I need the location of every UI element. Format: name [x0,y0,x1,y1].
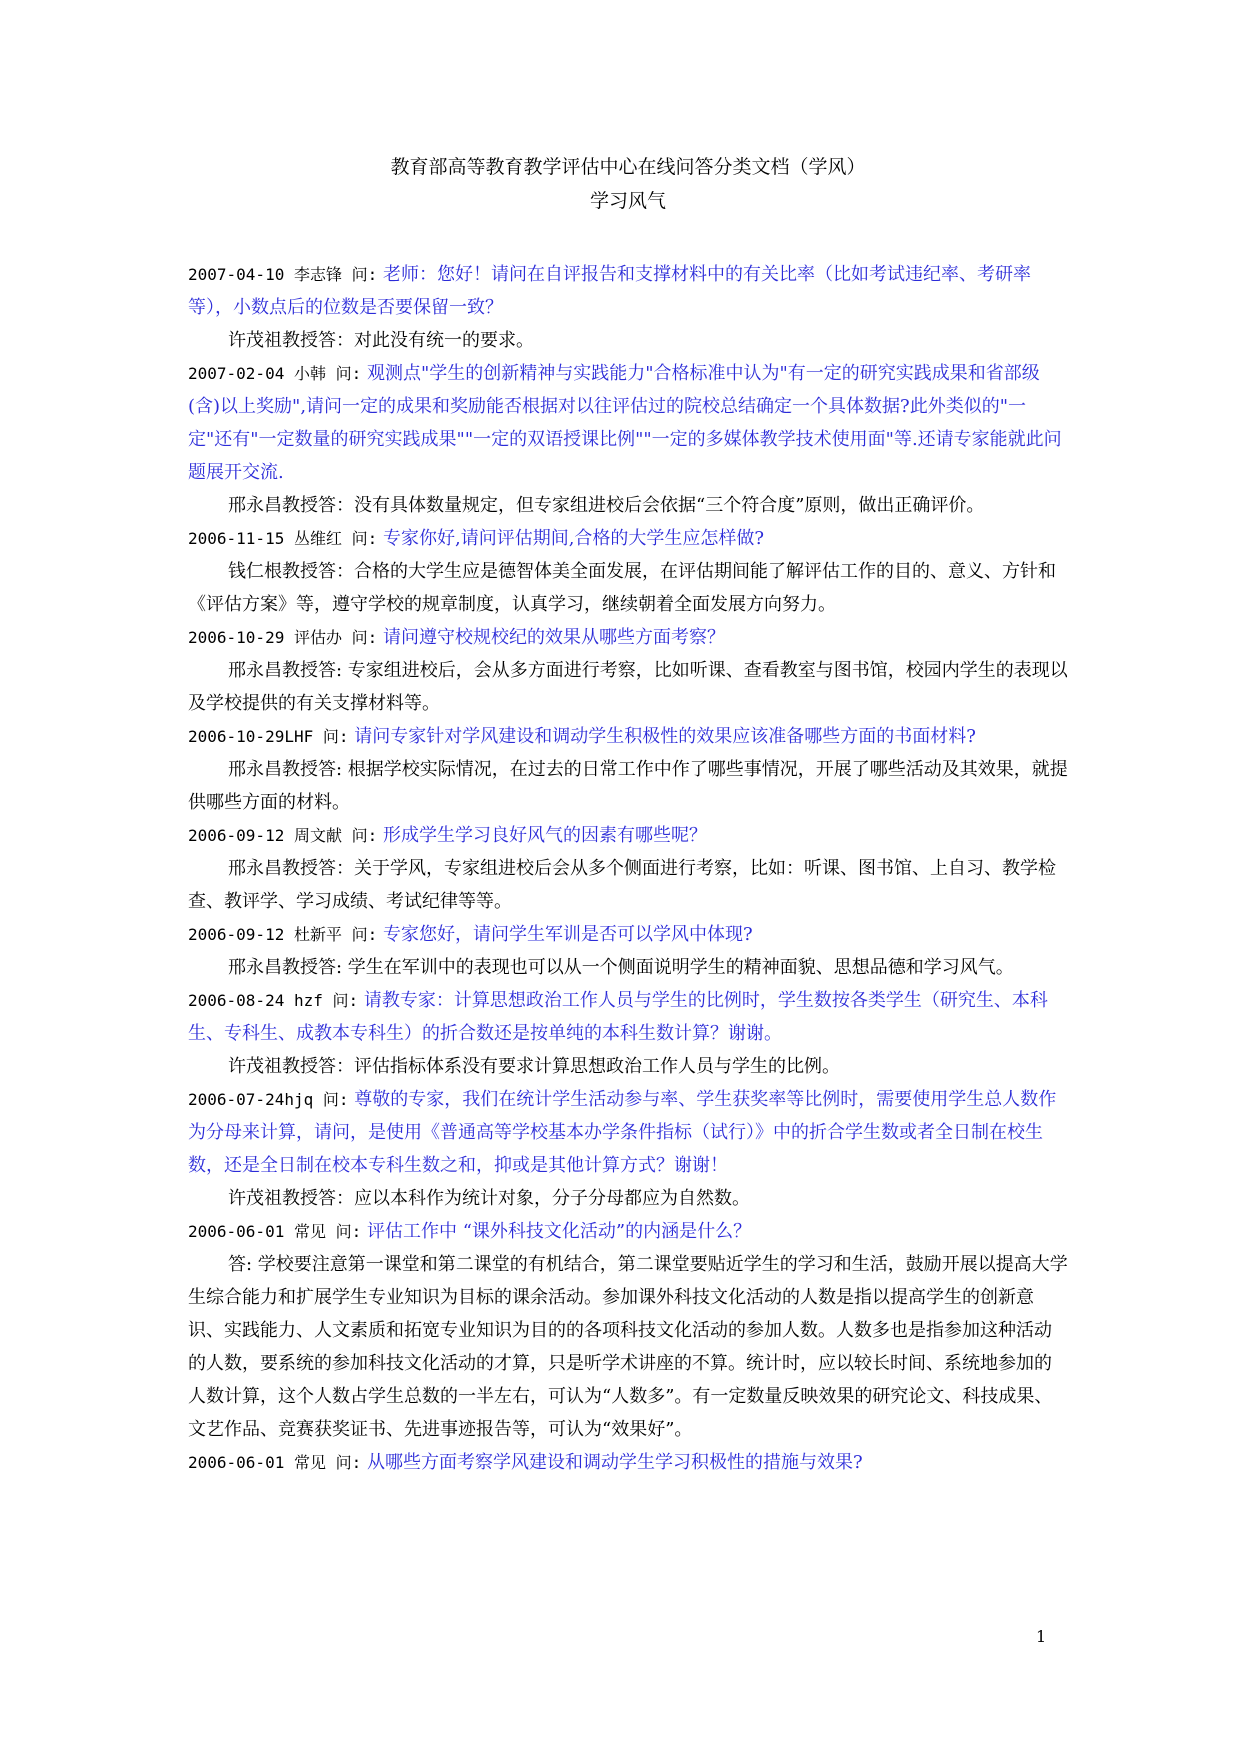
qa-entry [188,918,1068,984]
qa-entry [188,1083,1068,1215]
question-text: 形成学生学习良好风气的因素有哪些呢？ [382,825,707,846]
qa-entry [188,720,1068,819]
qa-list [188,258,1068,1479]
question-line [188,621,1068,654]
question-text: 请问专家针对学风建设和调动学生积极性的效果应该准备哪些方面的书面材料? [354,726,976,747]
question-line [188,258,1068,324]
question-line [188,918,1068,951]
question-meta: 2006-09-12 杜新平 问: [188,925,378,944]
question-line [188,1446,1068,1479]
question-line [188,357,1068,489]
question-meta: 2006-06-01 常见 问: [188,1222,362,1241]
answer-text: 邢永昌教授答：关于学风，专家组进校后会从多个侧面进行考察，比如：听课、图书馆、上自习、教学检查、教评学、学习成绩、考试纪律等等。 [188,858,1056,912]
question-text: 老师：您好！请问在自评报告和支撑材料中的有关比率（比如考试违纪率、考研率等），小数点后的位数是否要保留一致？ [188,264,1031,318]
page-number: 1 [1036,1627,1047,1646]
question-meta: 2006-11-15 丛维红 问: [188,529,378,548]
document-page [188,150,1068,1479]
question-text: 请教专家：计算思想政治工作人员与学生的比例时，学生数按各类学生（研究生、本科生、专科生、成教本专科生）的折合数还是按单纯的本科生数计算？谢谢。 [188,990,1048,1044]
qa-entry [188,819,1068,918]
answer-text: 钱仁根教授答：合格的大学生应是德智体美全面发展，在评估期间能了解评估工作的目的、意义、方针和《评估方案》等，遵守学校的规章制度，认真学习，继续朝着全面发展方向努力。 [188,561,1056,615]
qa-entry [188,621,1068,720]
qa-entry [188,357,1068,522]
answer-text: 答: 学校要注意第一课堂和第二课堂的有机结合，第二课堂要贴近学生的学习和生活，鼓励开展以提高大学生综合能力和扩展学生专业知识为目标的课余活动。参加课外科技文化活动的人数是指以提高学生的创新意识、实践能力、人文素质和拓宽专业知识为目的的各项科技文化活动的参加人数。人数多也是指参加这种活动的人数，要系统的参加科技文化活动的才算，只是听学术讲座的不算。统计时，应以较长时间、系统地参加的人数计算，这个人数占学生总数的一半左右，可认为“人数多”。有一定数量反映效果的研究论文、科技成果、文艺作品、竞赛获奖证书、先进事迹报告等，可认为“效果好”。 [188,1254,1068,1440]
question-meta: 2006-10-29LHF 问: [188,727,349,746]
question-text: 尊敬的专家，我们在统计学生活动参与率、学生获奖率等比例时，需要使用学生总人数作为分母来计算，请问，是使用《普通高等学校基本办学条件指标（试行）》中的折合学生数或者全日制在校生数，还是全日制在校本专科生数之和，抑或是其他计算方式？谢谢！ [188,1089,1057,1176]
answer-text: 邢永昌教授答: 专家组进校后，会从多方面进行考察，比如听课、查看教室与图书馆，校园内学生的表现以及学校提供的有关支撑材料等。 [188,660,1068,714]
question-line [188,984,1068,1050]
question-meta: 2007-02-04 小韩 问: [188,364,362,383]
qa-entry [188,984,1068,1083]
question-text: 从哪些方面考察学风建设和调动学生学习积极性的措施与效果? [366,1452,863,1473]
question-text: 专家您好，请问学生军训是否可以学风中体现? [382,924,753,945]
question-meta: 2007-04-10 李志锋 问: [188,265,378,284]
question-meta: 2006-07-24hjq 问: [188,1090,349,1109]
qa-entry [188,258,1068,357]
question-meta: 2006-10-29 评估办 问: [188,628,378,647]
answer-text: 邢永昌教授答：没有具体数量规定，但专家组进校后会依据“三个符合度”原则，做出正确评价。 [228,495,985,516]
answer-text: 邢永昌教授答: 学生在军训中的表现也可以从一个侧面说明学生的精神面貌、思想品德和学习风气。 [228,957,1014,978]
qa-entry [188,1215,1068,1446]
question-meta: 2006-08-24 hzf 问: [188,991,359,1010]
question-line [188,819,1068,852]
qa-entry [188,1446,1068,1479]
answer-text: 邢永昌教授答: 根据学校实际情况，在过去的日常工作中作了哪些事情况，开展了哪些活动及其效果，就提供哪些方面的材料。 [188,759,1068,813]
question-line [188,720,1068,753]
question-meta: 2006-09-12 周文献 问: [188,826,378,845]
question-text: 专家你好,请问评估期间,合格的大学生应怎样做? [382,528,765,549]
question-line [188,522,1068,555]
question-line [188,1083,1068,1182]
question-text: 评估工作中 “课外科技文化活动”的内涵是什么？ [366,1221,752,1242]
document-title: 教育部高等教育教学评估中心在线问答分类文档（学风） [390,156,866,178]
question-text: 请问遵守校规校纪的效果从哪些方面考察？ [382,627,725,648]
answer-text: 许茂祖教授答：对此没有统一的要求。 [228,330,534,351]
document-subtitle: 学习风气 [589,190,666,212]
qa-entry [188,522,1068,621]
question-text: 观测点"学生的创新精神与实践能力"合格标准中认为"有一定的研究实践成果和省部级(含)以上奖励",请问一定的成果和奖励能否根据对以往评估过的院校总结确定一个具体数据?此外类似的"一定"还有"一定数量的研究实践成果""一定的双语授课比例""一定的多媒体教学技术使用面"等.还请专家能就此问题展开交流. [188,363,1062,483]
answer-text: 许茂祖教授答：评估指标体系没有要求计算思想政治工作人员与学生的比例。 [228,1056,840,1077]
question-line [188,1215,1068,1248]
question-meta: 2006-06-01 常见 问: [188,1453,362,1472]
answer-text: 许茂祖教授答：应以本科作为统计对象，分子分母都应为自然数。 [228,1188,750,1209]
